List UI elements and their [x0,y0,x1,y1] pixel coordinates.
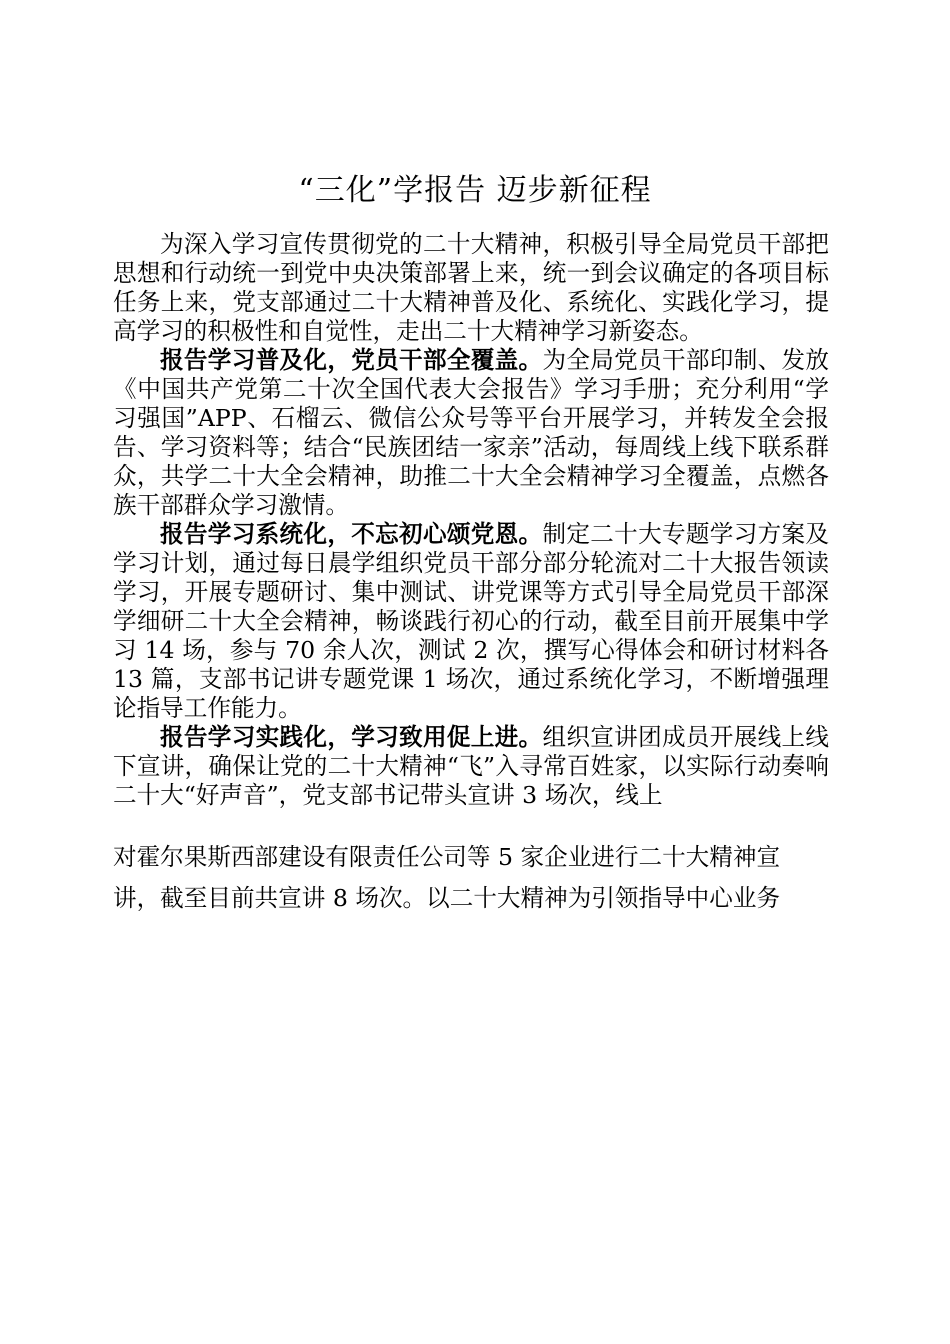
section-paragraph-1 [113,346,829,520]
section-text-3: 组织宣讲团成员开展线上线下宣讲，确保让党的二十大精神“飞”入寻常百姓家，以实际行动奏响二十大“好声音”，党支部书记带头宣讲 3 场次，线上 [113,723,830,809]
document-body [113,230,829,810]
section-text-2: 制定二十大专题学习方案及学习计划，通过每日晨学组织党员干部分部分轮流对二十大报告领读学习，开展专题研讨、集中测试、讲党课等方式引导全局党员干部深学细研二十大全会精神，畅谈践行初心的行动，截至目前开展集中学习 14 场，参与 70 余人次，测试 2 次，撰写心得体会和研讨材料各 13 篇，支部书记讲专题党课 1 场次，通过系统化学习，不断增强理论指导工作能力。 [113,520,830,722]
tail-line-1: 对霍尔果斯西部建设有限责任公司等 5 家企业进行二十大精神宣 [113,843,781,871]
tail-line-2: 讲，截至目前共宣讲 8 场次。以二十大精神为引领指导中心业务 [113,884,781,912]
section-lead-3: 报告学习实践化，学习致用促上进。 [160,723,543,751]
intro-paragraph: 为深入学习宣传贯彻党的二十大精神，积极引导全局党员干部把思想和行动统一到党中央决策部署上来，统一到会议确定的各项目标任务上来，党支部通过二十大精神普及化、系统化、实践化学习，提高学习的积极性和自觉性，走出二十大精神学习新姿态。 [113,230,829,345]
section-lead-1: 报告学习普及化，党员干部全覆盖。 [160,346,543,374]
section-lead-2: 报告学习系统化，不忘初心颂党恩。 [160,520,543,548]
section-paragraph-3 [113,723,829,810]
document-title: “三化”学报告 迈步新征程 [298,173,652,208]
section-paragraph-2 [113,520,829,723]
section-text-1: 为全局党员干部印制、发放《中国共产党第二十次全国代表大会报告》学习手册；充分利用“学习强国”APP、石榴云、微信公众号等平台开展学习，并转发全会报告、学习资料等；结合“民族团结一家亲”活动，每周线上线下联系群众，共学二十大全会精神，助推二十大全会精神学习全覆盖，点燃各族干部群众学习激情。 [113,346,830,519]
